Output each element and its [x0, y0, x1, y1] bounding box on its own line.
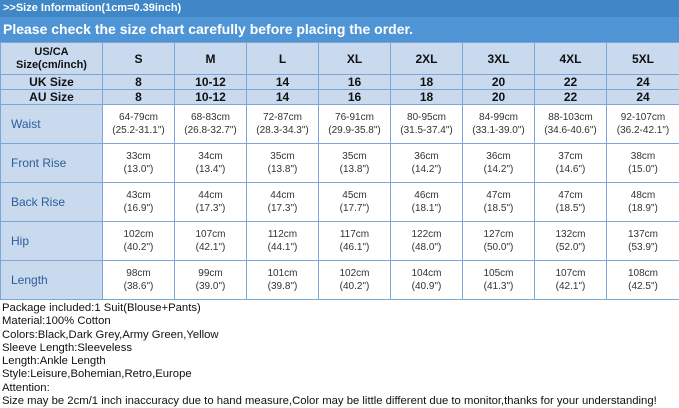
product-details — [0, 300, 679, 408]
cm-value: 102cm — [103, 228, 174, 241]
measurement-cell — [463, 183, 535, 222]
uk-size-cell: 8 — [103, 75, 175, 90]
inch-value: (13.0") — [103, 163, 174, 176]
length-row — [1, 261, 679, 300]
inch-value: (18.1") — [391, 202, 462, 215]
inch-value: (36.2-42.1") — [607, 124, 679, 137]
measurement-cell — [103, 144, 175, 183]
detail-line: Length:Ankle Length — [0, 355, 679, 368]
measurement-cell — [463, 144, 535, 183]
measurement-cell — [175, 183, 247, 222]
au-size-cell: 22 — [535, 90, 607, 105]
au-size-cell: 10-12 — [175, 90, 247, 105]
inch-value: (33.1-39.0") — [463, 124, 534, 137]
cm-value: 68-83cm — [175, 111, 246, 124]
cm-value: 44cm — [247, 189, 318, 202]
us-size-l: L — [247, 43, 319, 75]
inch-value: (39.0") — [175, 280, 246, 293]
uk-size-cell: 18 — [391, 75, 463, 90]
measurement-cell — [391, 222, 463, 261]
cm-value: 47cm — [463, 189, 534, 202]
inch-value: (14.2") — [391, 163, 462, 176]
length-label: Length — [1, 261, 103, 300]
measurement-cell — [319, 105, 391, 144]
inch-value: (17.3") — [175, 202, 246, 215]
cm-value: 122cm — [391, 228, 462, 241]
inch-value: (46.1") — [319, 241, 390, 254]
inch-value: (53.9") — [607, 241, 679, 254]
inch-value: (42.1") — [535, 280, 606, 293]
measurement-cell — [247, 144, 319, 183]
detail-line: Attention: — [0, 382, 679, 395]
cm-value: 45cm — [319, 189, 390, 202]
front-rise-label: Front Rise — [1, 144, 103, 183]
us-size-xl: XL — [319, 43, 391, 75]
cm-value: 107cm — [535, 267, 606, 280]
cm-value: 80-95cm — [391, 111, 462, 124]
detail-line: Material:100% Cotton — [0, 315, 679, 328]
inch-value: (42.1") — [175, 241, 246, 254]
inch-value: (34.6-40.6") — [535, 124, 606, 137]
us-size-5xl: 5XL — [607, 43, 679, 75]
detail-line: Size may be 2cm/1 inch inaccuracy due to hand measure,Color may be little different due to monitor,thanks for your understanding! — [0, 395, 679, 408]
uk-size-cell: 10-12 — [175, 75, 247, 90]
cm-value: 117cm — [319, 228, 390, 241]
cm-value: 43cm — [103, 189, 174, 202]
cm-value: 47cm — [535, 189, 606, 202]
cm-value: 101cm — [247, 267, 318, 280]
cm-value: 38cm — [607, 150, 679, 163]
inch-value: (18.5") — [463, 202, 534, 215]
measurement-cell — [319, 261, 391, 300]
measurement-cell — [103, 183, 175, 222]
cm-value: 88-103cm — [535, 111, 606, 124]
corner-label: US/CA Size(cm/inch) — [1, 43, 103, 75]
measurement-cell — [103, 222, 175, 261]
inch-value: (40.2") — [319, 280, 390, 293]
size-chart-notice: Please check the size chart carefully before placing the order. — [0, 17, 679, 42]
au-size-cell: 14 — [247, 90, 319, 105]
measurement-cell — [247, 222, 319, 261]
us-size-4xl: 4XL — [535, 43, 607, 75]
inch-value: (38.6") — [103, 280, 174, 293]
inch-value: (15.0") — [607, 163, 679, 176]
inch-value: (25.2-31.1") — [103, 124, 174, 137]
measurement-cell — [319, 144, 391, 183]
back-rise-row — [1, 183, 679, 222]
cm-value: 35cm — [319, 150, 390, 163]
inch-value: (28.3-34.3") — [247, 124, 318, 137]
measurement-cell — [463, 222, 535, 261]
inch-value: (18.5") — [535, 202, 606, 215]
cm-value: 102cm — [319, 267, 390, 280]
measurement-cell — [607, 183, 679, 222]
measurement-cell — [463, 105, 535, 144]
inch-value: (29.9-35.8") — [319, 124, 390, 137]
uk-size-cell: 24 — [607, 75, 679, 90]
measurement-cell — [535, 261, 607, 300]
detail-line: Colors:Black,Dark Grey,Army Green,Yellow — [0, 329, 679, 342]
measurement-cell — [607, 144, 679, 183]
measurement-cell — [535, 222, 607, 261]
inch-value: (13.4") — [175, 163, 246, 176]
uk-size-cell: 20 — [463, 75, 535, 90]
inch-value: (39.8") — [247, 280, 318, 293]
uk-size-label: UK Size — [1, 75, 103, 90]
inch-value: (44.1") — [247, 241, 318, 254]
inch-value: (14.2") — [463, 163, 534, 176]
cm-value: 105cm — [463, 267, 534, 280]
detail-line: Sleeve Length:Sleeveless — [0, 342, 679, 355]
uk-size-cell: 16 — [319, 75, 391, 90]
cm-value: 84-99cm — [463, 111, 534, 124]
cm-value: 127cm — [463, 228, 534, 241]
measurement-cell — [175, 261, 247, 300]
inch-value: (48.0") — [391, 241, 462, 254]
inch-value: (26.8-32.7") — [175, 124, 246, 137]
cm-value: 44cm — [175, 189, 246, 202]
cm-value: 92-107cm — [607, 111, 679, 124]
cm-value: 36cm — [463, 150, 534, 163]
cm-value: 107cm — [175, 228, 246, 241]
measurement-cell — [463, 261, 535, 300]
measurement-cell — [175, 105, 247, 144]
us-size-row — [1, 43, 679, 75]
measurement-cell — [607, 222, 679, 261]
measurement-cell — [103, 261, 175, 300]
us-size-m: M — [175, 43, 247, 75]
measurement-cell — [535, 183, 607, 222]
measurement-cell — [535, 144, 607, 183]
cm-value: 35cm — [247, 150, 318, 163]
inch-value: (18.9") — [607, 202, 679, 215]
cm-value: 132cm — [535, 228, 606, 241]
cm-value: 37cm — [535, 150, 606, 163]
cm-value: 48cm — [607, 189, 679, 202]
inch-value: (13.8") — [247, 163, 318, 176]
measurement-cell — [607, 105, 679, 144]
measurement-cell — [391, 183, 463, 222]
cm-value: 137cm — [607, 228, 679, 241]
inch-value: (31.5-37.4") — [391, 124, 462, 137]
cm-value: 46cm — [391, 189, 462, 202]
inch-value: (17.3") — [247, 202, 318, 215]
waist-row — [1, 105, 679, 144]
inch-value: (42.5") — [607, 280, 679, 293]
inch-value: (13.8") — [319, 163, 390, 176]
cm-value: 98cm — [103, 267, 174, 280]
measurement-cell — [535, 105, 607, 144]
measurement-cell — [247, 183, 319, 222]
measurement-cell — [319, 222, 391, 261]
au-size-row — [1, 90, 679, 105]
au-size-cell: 20 — [463, 90, 535, 105]
measurement-cell — [391, 261, 463, 300]
au-size-cell: 18 — [391, 90, 463, 105]
cm-value: 76-91cm — [319, 111, 390, 124]
au-size-cell: 16 — [319, 90, 391, 105]
waist-label: Waist — [1, 105, 103, 144]
measurement-cell — [175, 222, 247, 261]
inch-value: (50.0") — [463, 241, 534, 254]
cm-value: 108cm — [607, 267, 679, 280]
size-chart-table — [0, 42, 679, 300]
inch-value: (40.9") — [391, 280, 462, 293]
size-info-title: >>Size Information(1cm=0.39inch) — [0, 0, 679, 17]
measurement-cell — [607, 261, 679, 300]
hip-row — [1, 222, 679, 261]
measurement-cell — [391, 105, 463, 144]
inch-value: (14.6") — [535, 163, 606, 176]
measurement-cell — [103, 105, 175, 144]
measurement-cell — [391, 144, 463, 183]
measurement-cell — [319, 183, 391, 222]
inch-value: (40.2") — [103, 241, 174, 254]
front-rise-row — [1, 144, 679, 183]
detail-line: Package included:1 Suit(Blouse+Pants) — [0, 302, 679, 315]
cm-value: 64-79cm — [103, 111, 174, 124]
us-size-s: S — [103, 43, 175, 75]
uk-size-cell: 22 — [535, 75, 607, 90]
inch-value: (17.7") — [319, 202, 390, 215]
cm-value: 112cm — [247, 228, 318, 241]
cm-value: 104cm — [391, 267, 462, 280]
back-rise-label: Back Rise — [1, 183, 103, 222]
measurement-cell — [247, 105, 319, 144]
au-size-cell: 24 — [607, 90, 679, 105]
inch-value: (41.3") — [463, 280, 534, 293]
cm-value: 36cm — [391, 150, 462, 163]
measurement-cell — [247, 261, 319, 300]
measurement-rows — [1, 105, 679, 300]
us-size-2xl: 2XL — [391, 43, 463, 75]
cm-value: 99cm — [175, 267, 246, 280]
inch-value: (52.0") — [535, 241, 606, 254]
inch-value: (16.9") — [103, 202, 174, 215]
hip-label: Hip — [1, 222, 103, 261]
au-size-label: AU Size — [1, 90, 103, 105]
cm-value: 33cm — [103, 150, 174, 163]
cm-value: 34cm — [175, 150, 246, 163]
us-size-3xl: 3XL — [463, 43, 535, 75]
uk-size-row — [1, 75, 679, 90]
uk-size-cell: 14 — [247, 75, 319, 90]
measurement-cell — [175, 144, 247, 183]
detail-line: Style:Leisure,Bohemian,Retro,Europe — [0, 368, 679, 381]
au-size-cell: 8 — [103, 90, 175, 105]
cm-value: 72-87cm — [247, 111, 318, 124]
